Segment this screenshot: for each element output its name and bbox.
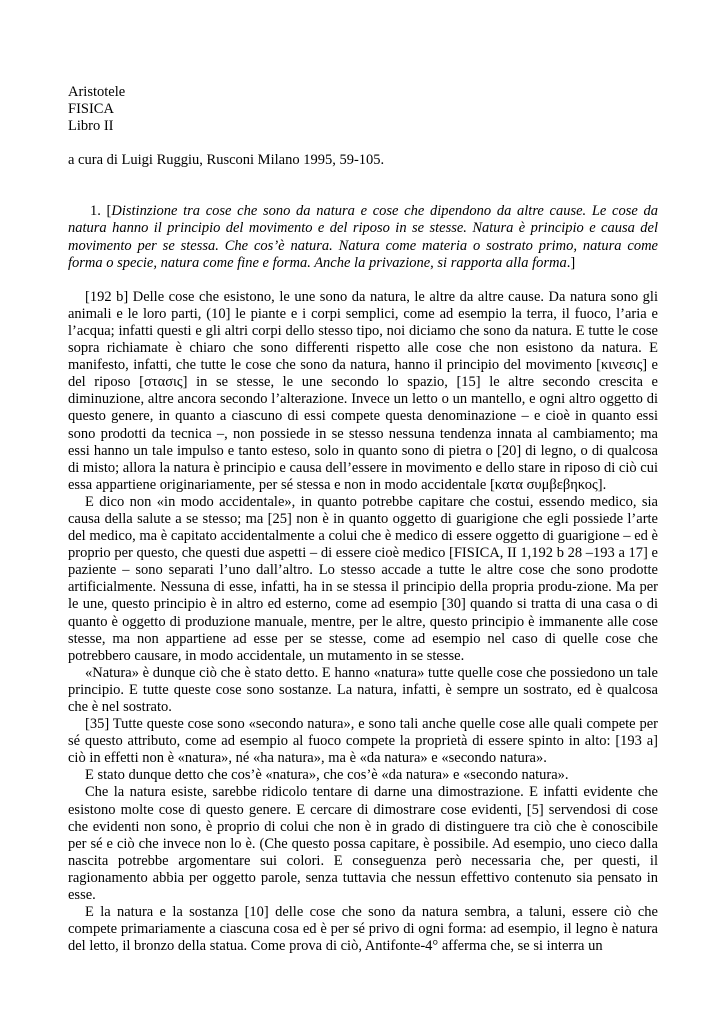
work-title: FISICA — [68, 101, 114, 118]
chapter-summary-text: Distinzione tra cose che sono da natura e cose che dipendono da altre cause. Le cose da natura hanno il principio del movimento e del riposo in se stesse. Natura è principio e causa del movimento per se stessa. Che cos’è natura. Natura come materia o sostrato primo, natura come forma o specie, natura come fine e forma. Anche la privazione, si rapporta alla forma — [68, 203, 658, 271]
paragraph: E stato dunque detto che cos’è «natura», che cos’è «da natura» e «secondo natura». — [85, 767, 569, 784]
edition-note: a cura di Luigi Ruggiu, Rusconi Milano 1995, 59-105. — [68, 152, 385, 169]
paragraph: «Natura» è dunque ciò che è stato detto. E hanno «natura» tutte quelle cose che possiedono un tale principio. E tutte queste cose sono sostanze. La natura, infatti, è sempre un sostrato, ed è qualcosa che è nel sostrato. — [68, 664, 658, 715]
book-label: Libro II — [68, 118, 114, 135]
document-page — [68, 84, 658, 955]
paragraph: [192 b] Delle cose che esistono, le une sono da natura, le altre da altre cause. Da natura sono gli animali e le loro parti, (10] le piante e i corpi semplici, come ad esempio la terra, il fuoco, l’aria e l’acqua; infatti questi e gli altri corpi dello stesso tipo, noi diciamo che sono da natura. E tutte le cose sopra richiamate è chiaro che sono differenti rispetto alle cose che non esistono da natura. E manifesto, infatti, che tutte le cose che sono da natura, hanno il principio del movimento [κινεσις] e del riposo [στασις] in se stesse, le une secondo lo spazio, [15] le altre secondo crescita e diminuzione, altre ancora secondo l’alterazione. Invece un letto o un mantello, e ogni altro oggetto di questo genere, in quanto a ciascuno di essi compete questa denominazione – e cioè in quanto essi sono prodotti da tecnica –, non possiede in se stesso nessuna tendenza innata al cambiamento; ma essi hanno un tale impulso e tanto esteso, solo in quanto sono di pietra o [20] di legno, o di qualcosa di misto; allora la natura è principio e causa dell’essere in movimento e dello stare in riposo di ciò cui essa appartiene originariamente, per sé stessa e non in modo accidentale [κατα συμβεβηκος]. — [68, 288, 658, 493]
paragraph: E dico non «in modo accidentale», in quanto potrebbe capitare che costui, essendo medico, sia causa della salute a se stesso; ma [25] non è in quanto oggetto di guarigione che egli possiede l’arte del medico, ma è capitato accidentalmente a colui che è medico di essere oggetto di guarigione – ed è proprio per questo, che questi due aspetti – di essere cioè medico [FISICA, II 1,192 b 28 –193 a 17] e paziente – sono separati l’uno dall’altro. Lo stesso accade a tutte le altre cose che sono prodotte artificialmente. Nessuna di esse, infatti, ha in se stessa il principio della propria produ-zione. Ma per le une, questo principio è in altro ed esterno, come ad esempio [30] quando si tratta di una casa o di quanto è oggetto di produzione manuale, mentre, per le altre, questo principio è immanente alle cose stesse, ma non appartiene ad esse per se stesse, come ad esempio nel caso di quelle cose che potrebbero causare, in modo accidentale, un mutamento in se stesse. — [68, 493, 658, 664]
document-header — [68, 84, 658, 135]
paragraph: E la natura e la sostanza [10] delle cose che sono da natura sembra, a taluni, essere ciò che compete primariamente a ciascuna cosa ed è per sé privo di ogni forma: ad esempio, il legno è natura del letto, il bronzo della statua. Come prova di ciò, Antifonte-4° afferma che, se si interra un — [68, 904, 658, 955]
paragraph: Che la natura esiste, sarebbe ridicolo tentare di darne una dimostrazione. E infatti evidente che esistono molte cose di questo genere. E cercare di dimostrare cose evidenti, [5] servendosi di cose che evidenti non sono, è proprio di colui che non è in grado di distinguere tra ciò che è conoscibile per sé e ciò che invece non lo è. (Che questo possa capitare, è possibile. Ad esempio, uno cieco dalla nascita potrebbe argomentare sui colori. E conseguenza però necessaria che, per questi, il ragionamento abbia per oggetto parole, senza tuttavia che nessun effettivo contenuto sia pensato in esse. — [68, 784, 658, 904]
chapter-summary-close: .] — [566, 254, 576, 271]
chapter-summary — [68, 203, 658, 271]
paragraph: [35] Tutte queste cose sono «secondo natura», e sono tali anche quelle cose alle quali compete per sé questo attributo, come ad esempio al fuoco compete la proprietà di essere spinto in alto: [193 a] ciò in effetti non è «natura», né «ha natura», ma è «da natura» e «secondo natura». — [68, 716, 658, 767]
chapter-number: 1. [ — [90, 203, 112, 220]
body-text — [68, 289, 658, 956]
author-name: Aristotele — [68, 84, 126, 100]
